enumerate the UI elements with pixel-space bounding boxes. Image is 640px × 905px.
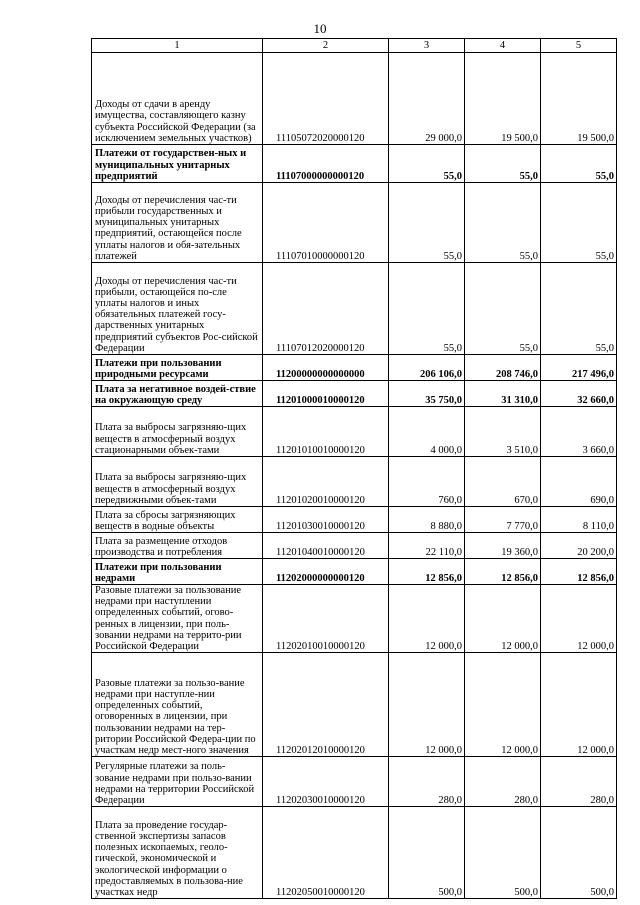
row-value-col4-cell: 55,0: [465, 263, 541, 355]
row-value-col3-cell: 12 000,0: [389, 653, 465, 757]
row-value-col5-cell: 217 496,0: [541, 355, 617, 381]
header-row: [92, 39, 617, 53]
row-code-cell: 11200000000000000: [263, 355, 389, 381]
row-code-cell: 11201030010000120: [263, 507, 389, 533]
row-value-col4-cell: 12 000,0: [465, 585, 541, 653]
row-code-cell: 11202030010000120: [263, 757, 389, 807]
row-code-cell: 11201000010000120: [263, 381, 389, 407]
row-value-col4-cell: 3 510,0: [465, 407, 541, 457]
row-value-col3-cell: 22 110,0: [389, 533, 465, 559]
table-row: [92, 183, 617, 263]
row-value-col4-cell: 19 500,0: [465, 53, 541, 145]
row-value-col5-cell: 12 000,0: [541, 653, 617, 757]
row-value-col3-cell: 55,0: [389, 145, 465, 183]
table-row: [92, 263, 617, 355]
row-name-cell: Платежи при пользовании недрами: [92, 559, 263, 585]
row-value-col4-cell: 208 746,0: [465, 355, 541, 381]
table-row: [92, 145, 617, 183]
row-value-col4-cell: 55,0: [465, 145, 541, 183]
row-value-col3-cell: 760,0: [389, 457, 465, 507]
header-col-1: 1: [92, 39, 263, 53]
row-code-cell: 11105072020000120: [263, 53, 389, 145]
row-code-cell: 11107012020000120: [263, 263, 389, 355]
row-value-col3-cell: 4 000,0: [389, 407, 465, 457]
row-value-col4-cell: 12 856,0: [465, 559, 541, 585]
row-value-col4-cell: 500,0: [465, 807, 541, 899]
table-row: [92, 807, 617, 899]
row-value-col3-cell: 206 106,0: [389, 355, 465, 381]
row-name-cell: Плата за размещение отходов производства и потребления: [92, 533, 263, 559]
row-value-col5-cell: 500,0: [541, 807, 617, 899]
row-value-col5-cell: 690,0: [541, 457, 617, 507]
row-name-cell: Плата за сбросы загрязняющих веществ в водные объекты: [92, 507, 263, 533]
row-value-col3-cell: 12 000,0: [389, 585, 465, 653]
row-value-col5-cell: 8 110,0: [541, 507, 617, 533]
row-value-col5-cell: 55,0: [541, 263, 617, 355]
table-row: [92, 355, 617, 381]
row-value-col4-cell: 670,0: [465, 457, 541, 507]
row-name-cell: Доходы от перечисления час-ти прибыли государственных и муниципальных унитарных предприятий, остающейся после уплаты налогов и обя-зательных платежей: [92, 183, 263, 263]
row-name-cell: Плата за выбросы загрязняю-щих веществ в атмосферный воздух стационарными объек-тами: [92, 407, 263, 457]
row-value-col4-cell: 31 310,0: [465, 381, 541, 407]
row-name-cell: Разовые платежи за пользование недрами при наступлении определенных событий, огово-ренных в лицензии, при поль-зовании недрами на террито-рии Российской Федерации: [92, 585, 263, 653]
row-name-cell: Разовые платежи за пользо-вание недрами при наступле-нии определенных событий, оговоренных в лицензии, при пользовании недрами на тер-ритории Российской Федера-ции по участкам недр мест-ного значения: [92, 653, 263, 757]
header-col-4: 4: [465, 39, 541, 53]
row-name-cell: Регулярные платежи за поль-зование недрами при пользо-вании недрами на территории Российской Федерации: [92, 757, 263, 807]
table-row: [92, 381, 617, 407]
table-body: [92, 39, 617, 899]
row-code-cell: 11201010010000120: [263, 407, 389, 457]
table-row: [92, 653, 617, 757]
table-row: [92, 559, 617, 585]
row-value-col5-cell: 12 000,0: [541, 585, 617, 653]
row-value-col4-cell: 7 770,0: [465, 507, 541, 533]
table-row: [92, 533, 617, 559]
row-code-cell: 11107000000000120: [263, 145, 389, 183]
row-value-col4-cell: 19 360,0: [465, 533, 541, 559]
table-row: [92, 457, 617, 507]
row-code-cell: 11201040010000120: [263, 533, 389, 559]
row-name-cell: Плата за выбросы загрязняю-щих веществ в атмосферный воздух передвижными объек-тами: [92, 457, 263, 507]
row-name-cell: Плата за негативное воздей-ствие на окружающую среду: [92, 381, 263, 407]
row-value-col5-cell: 19 500,0: [541, 53, 617, 145]
row-value-col3-cell: 280,0: [389, 757, 465, 807]
row-name-cell: Плата за проведение государ-ственной экспертизы запасов полезных ископаемых, геоло-гической, экономической и экологической информации о предоставляемых в пользова-ние участках недр: [92, 807, 263, 899]
row-code-cell: 11202000000000120: [263, 559, 389, 585]
row-value-col3-cell: 55,0: [389, 183, 465, 263]
table-row: [92, 507, 617, 533]
row-value-col3-cell: 55,0: [389, 263, 465, 355]
header-col-5: 5: [541, 39, 617, 53]
row-value-col3-cell: 35 750,0: [389, 381, 465, 407]
row-code-cell: 11202010010000120: [263, 585, 389, 653]
row-value-col3-cell: 8 880,0: [389, 507, 465, 533]
row-value-col5-cell: 20 200,0: [541, 533, 617, 559]
row-code-cell: 11201020010000120: [263, 457, 389, 507]
row-name-cell: Доходы от перечисления час-ти прибыли, остающейся по-сле уплаты налогов и иных обязательных платежей госу-дарственных унитарных предприятий субъектов Рос-сийской Федерации: [92, 263, 263, 355]
row-value-col5-cell: 32 660,0: [541, 381, 617, 407]
revenue-table: [91, 38, 617, 899]
row-value-col4-cell: 55,0: [465, 183, 541, 263]
table-row: [92, 407, 617, 457]
row-value-col5-cell: 280,0: [541, 757, 617, 807]
page-number: 10: [313, 21, 327, 36]
row-code-cell: 11202050010000120: [263, 807, 389, 899]
row-value-col3-cell: 12 856,0: [389, 559, 465, 585]
table-row: [92, 585, 617, 653]
row-value-col4-cell: 12 000,0: [465, 653, 541, 757]
row-name-cell: Платежи при пользовании природными ресурсами: [92, 355, 263, 381]
row-name-cell: Доходы от сдачи в аренду имущества, составляющего казну субъекта Российской Федерации (за исключением земельных участков): [92, 53, 263, 145]
row-value-col5-cell: 3 660,0: [541, 407, 617, 457]
header-col-3: 3: [389, 39, 465, 53]
row-name-cell: Платежи от государствен-ных и муниципальных унитарных предприятий: [92, 145, 263, 183]
row-value-col3-cell: 29 000,0: [389, 53, 465, 145]
row-value-col5-cell: 55,0: [541, 183, 617, 263]
row-code-cell: 11107010000000120: [263, 183, 389, 263]
table-row: [92, 53, 617, 145]
table-row: [92, 757, 617, 807]
row-code-cell: 11202012010000120: [263, 653, 389, 757]
row-value-col5-cell: 12 856,0: [541, 559, 617, 585]
row-value-col4-cell: 280,0: [465, 757, 541, 807]
row-value-col3-cell: 500,0: [389, 807, 465, 899]
header-col-2: 2: [263, 39, 389, 53]
row-value-col5-cell: 55,0: [541, 145, 617, 183]
